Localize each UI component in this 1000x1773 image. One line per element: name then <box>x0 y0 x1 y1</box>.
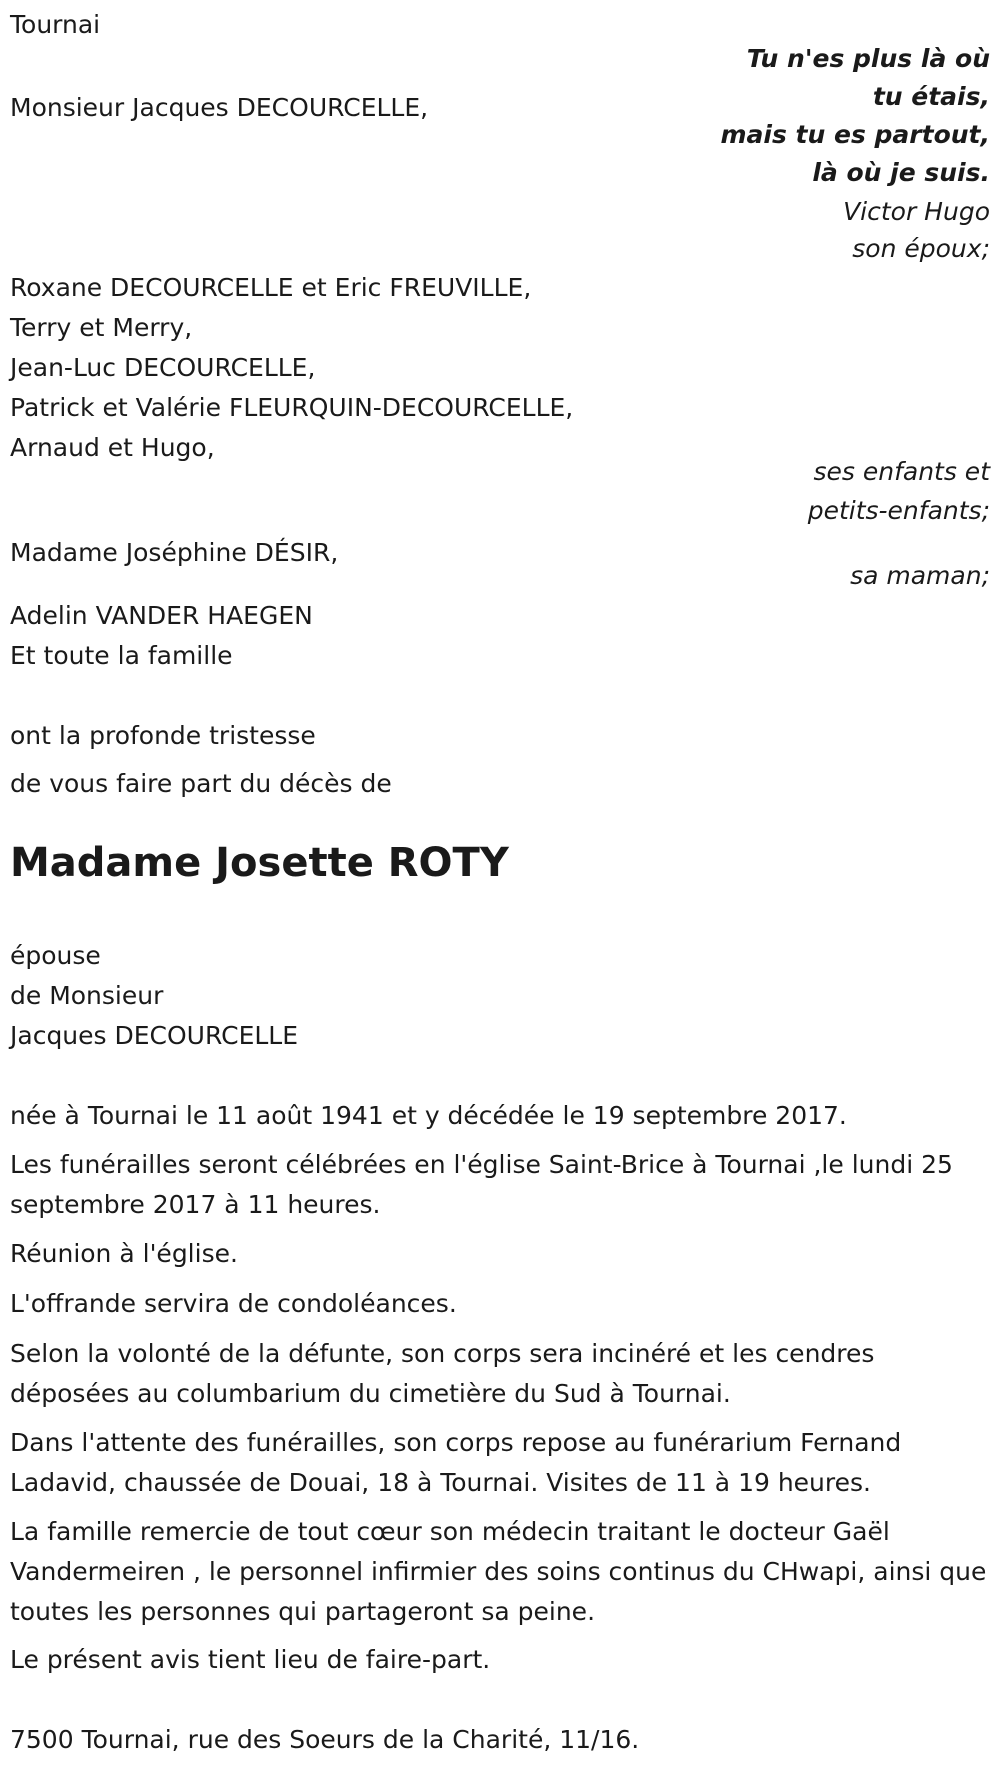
address: 7500 Tournai, rue des Soeurs de la Charité, 11/16. <box>10 1725 640 1754</box>
deceased-name: Madame Josette ROTY <box>10 840 509 886</box>
child-name-3: Jean-Luc DECOURCELLE, <box>10 353 316 382</box>
child-name-5: Arnaud et Hugo, <box>10 433 215 462</box>
other-name-2: Et toute la famille <box>10 641 233 670</box>
quote-line-2: tu étais, <box>872 82 990 111</box>
notice-text: Le présent avis tient lieu de faire-part. <box>10 1645 491 1674</box>
child-name-1: Roxane DECOURCELLE et Eric FREUVILLE, <box>10 273 532 302</box>
mother-relation: sa maman; <box>850 561 990 590</box>
deceased-detail-2: de Monsieur <box>10 981 164 1010</box>
city-heading: Tournai <box>10 10 101 39</box>
deceased-detail-1: épouse <box>10 941 101 970</box>
funeral-text: Les funérailles seront célébrées en l'église Saint-Brice à Tournai ,le lundi 25 septembre 2017 à 11 heures. <box>10 1150 953 1219</box>
announcement-line-2: de vous faire part du décès de <box>10 769 392 798</box>
quote-line-1: Tu n'es plus là où <box>746 44 990 73</box>
funerarium-text: Dans l'attente des funérailles, son corps repose au funérarium Fernand Ladavid, chaussée de Douai, 18 à Tournai. Visites de 11 à 19 heures. <box>10 1428 902 1497</box>
children-relation-line-1: ses enfants et <box>813 457 990 486</box>
deceased-detail-3: Jacques DECOURCELLE <box>10 1021 299 1050</box>
child-name-4: Patrick et Valérie FLEURQUIN-DECOURCELLE, <box>10 393 574 422</box>
quote-line-4: là où je suis. <box>812 158 990 187</box>
cremation-text: Selon la volonté de la défunte, son corps sera incinéré et les cendres déposées au columbarium du cimetière du Sud à Tournai. <box>10 1339 875 1408</box>
announcement-line-1: ont la profonde tristesse <box>10 721 316 750</box>
offering-text: L'offrande servira de condoléances. <box>10 1289 457 1318</box>
other-name-1: Adelin VANDER HAEGEN <box>10 601 313 630</box>
meeting-text: Réunion à l'église. <box>10 1239 238 1268</box>
spouse-name: Monsieur Jacques DECOURCELLE, <box>10 93 429 122</box>
children-relation-line-2: petits-enfants; <box>807 496 990 525</box>
quote-line-3: mais tu es partout, <box>720 120 990 149</box>
spouse-relation: son époux; <box>852 234 990 263</box>
mother-name: Madame Joséphine DÉSIR, <box>10 538 339 567</box>
birth-death-text: née à Tournai le 11 août 1941 et y décédée le 19 septembre 2017. <box>10 1101 847 1130</box>
child-name-2: Terry et Merry, <box>10 313 193 342</box>
quote-author: Victor Hugo <box>843 197 990 226</box>
thanks-text: La famille remercie de tout cœur son médecin traitant le docteur Gaël Vandermeiren , le personnel infirmier des soins continus du CHwapi, ainsi que toutes les personnes qui partageront sa peine. <box>10 1517 987 1626</box>
